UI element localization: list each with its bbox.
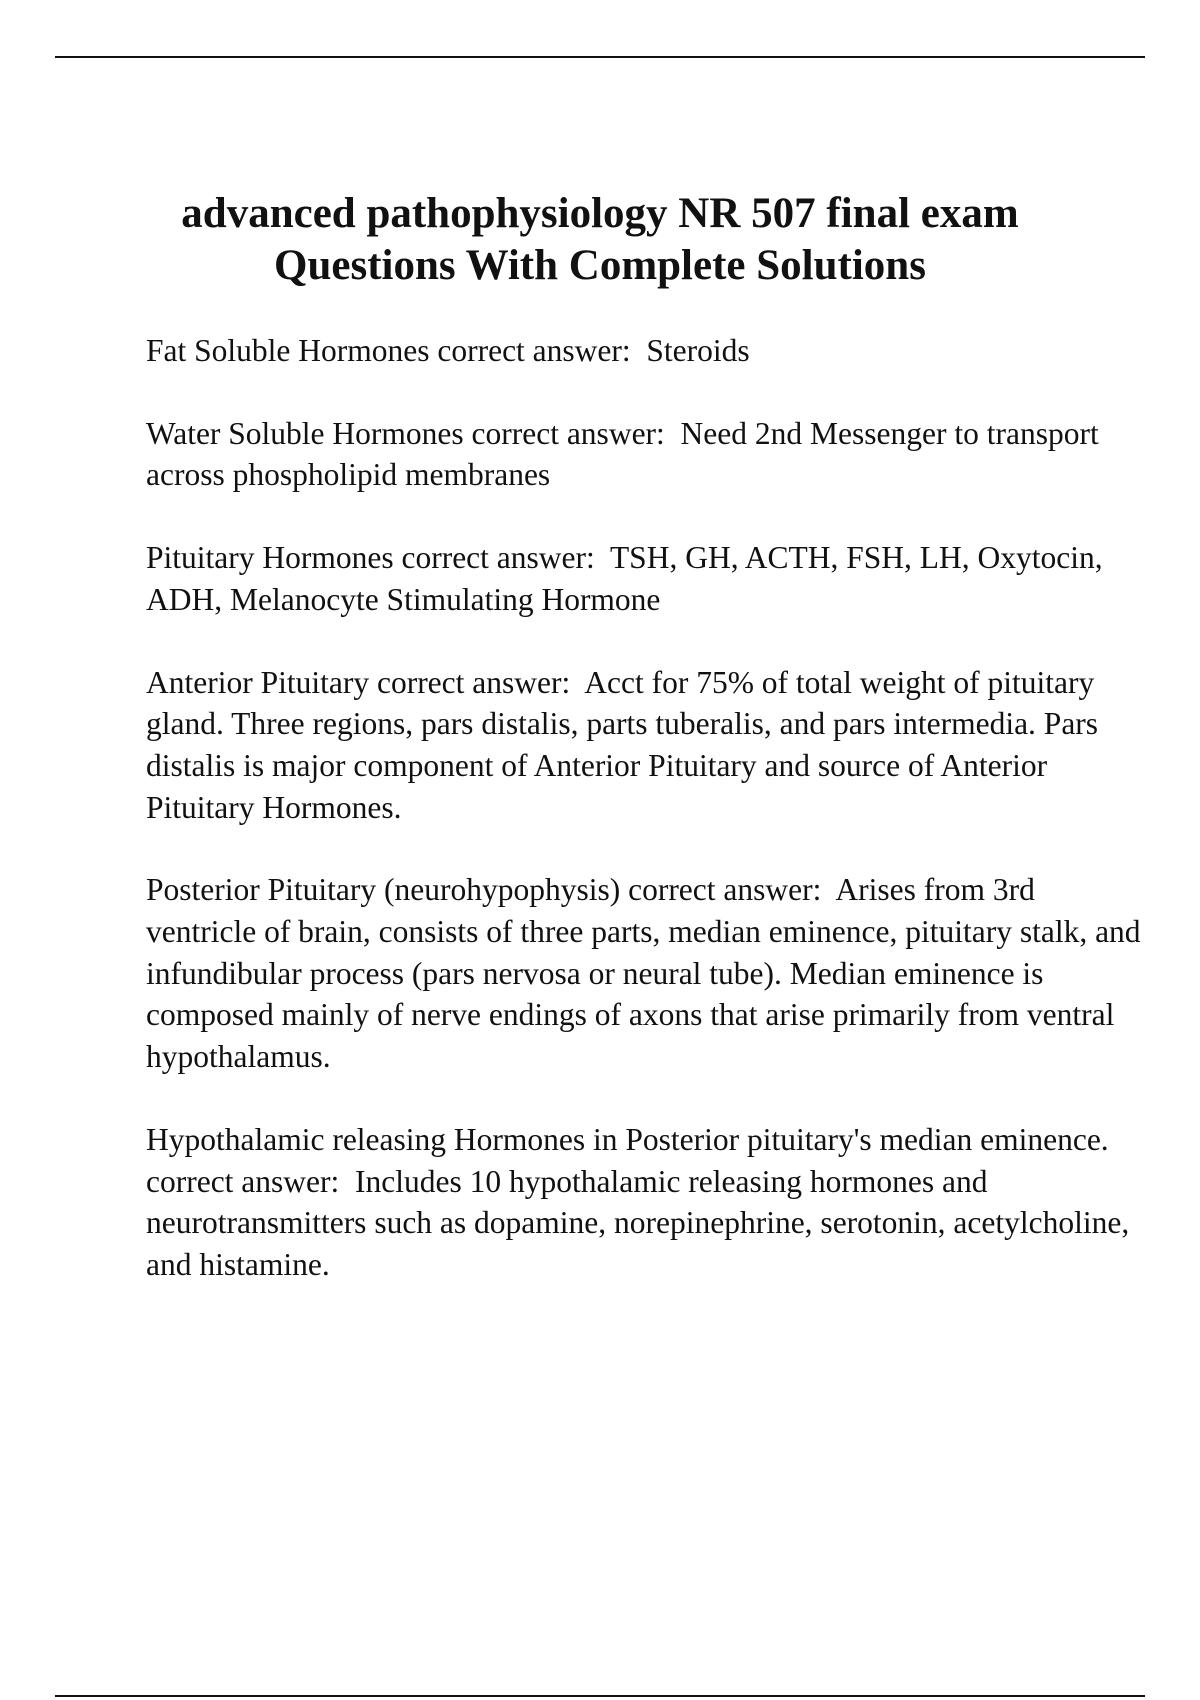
answer-text: Arises from 3rd ventricle of brain, consists of three parts, median eminence, pituitary stalk, and infundibular process (pars nervosa or neural tube). Median eminence is composed mainly of nerve endings of axons that arise primarily from ventral hypothalamus. xyxy=(146,872,1149,1075)
answer-text: Need 2nd Messenger to transport across phospholipid membranes xyxy=(146,415,1107,493)
header-rule xyxy=(55,56,1145,58)
question-text: Water Soluble Hormones xyxy=(146,415,464,451)
answer-text: Includes 10 hypothalamic releasing hormones and neurotransmitters such as dopamine, norepinephrine, serotonin, acetylcholine, and histamine. xyxy=(146,1163,1138,1282)
answer-text: Steroids xyxy=(646,333,750,368)
qa-entry-fat-soluble xyxy=(146,330,1146,372)
qa-entry-water-soluble xyxy=(146,413,1146,496)
qa-entry-anterior-pituitary xyxy=(146,662,1146,829)
answer-text: Acct for 75% of total weight of pituitary gland. Three regions, pars distalis, parts tuberalis, and pars intermedia. Pars distalis is major component of Anterior Pituitary and source of Anterior Pituitary Hormones. xyxy=(146,664,1106,825)
answer-separator: correct answer: xyxy=(146,1121,1117,1199)
title-line-1: advanced pathophysiology NR 507 final exam xyxy=(181,190,1019,237)
qa-list xyxy=(146,330,1149,1327)
answer-separator: correct answer: xyxy=(463,415,681,451)
answer-separator: correct answer: xyxy=(393,540,610,576)
question-text: Pituitary Hormones xyxy=(146,540,394,576)
answer-separator: correct answer: xyxy=(369,664,585,700)
question-text: Fat Soluble Hormones xyxy=(146,333,430,368)
answer-separator: correct answer: xyxy=(429,333,647,368)
qa-entry-pituitary-hormones xyxy=(146,537,1146,620)
qa-entry-posterior-pituitary xyxy=(146,869,1149,1078)
question-text: Anterior Pituitary xyxy=(146,664,370,700)
answer-text: TSH, GH, ACTH, FSH, LH, Oxytocin, ADH, Melanocyte Stimulating Hormone xyxy=(146,540,1109,617)
footer-rule xyxy=(55,1695,1145,1697)
title-line-2: Questions With Complete Solutions xyxy=(274,242,926,289)
document-title xyxy=(60,188,1140,292)
answer-separator: correct answer: xyxy=(620,872,836,908)
qa-entry-hypothalamic-releasing xyxy=(146,1119,1146,1286)
question-text: Hypothalamic releasing Hormones in Posterior pituitary's median eminence. xyxy=(146,1121,1109,1157)
question-text: Posterior Pituitary (neurohypophysis) xyxy=(146,872,621,908)
